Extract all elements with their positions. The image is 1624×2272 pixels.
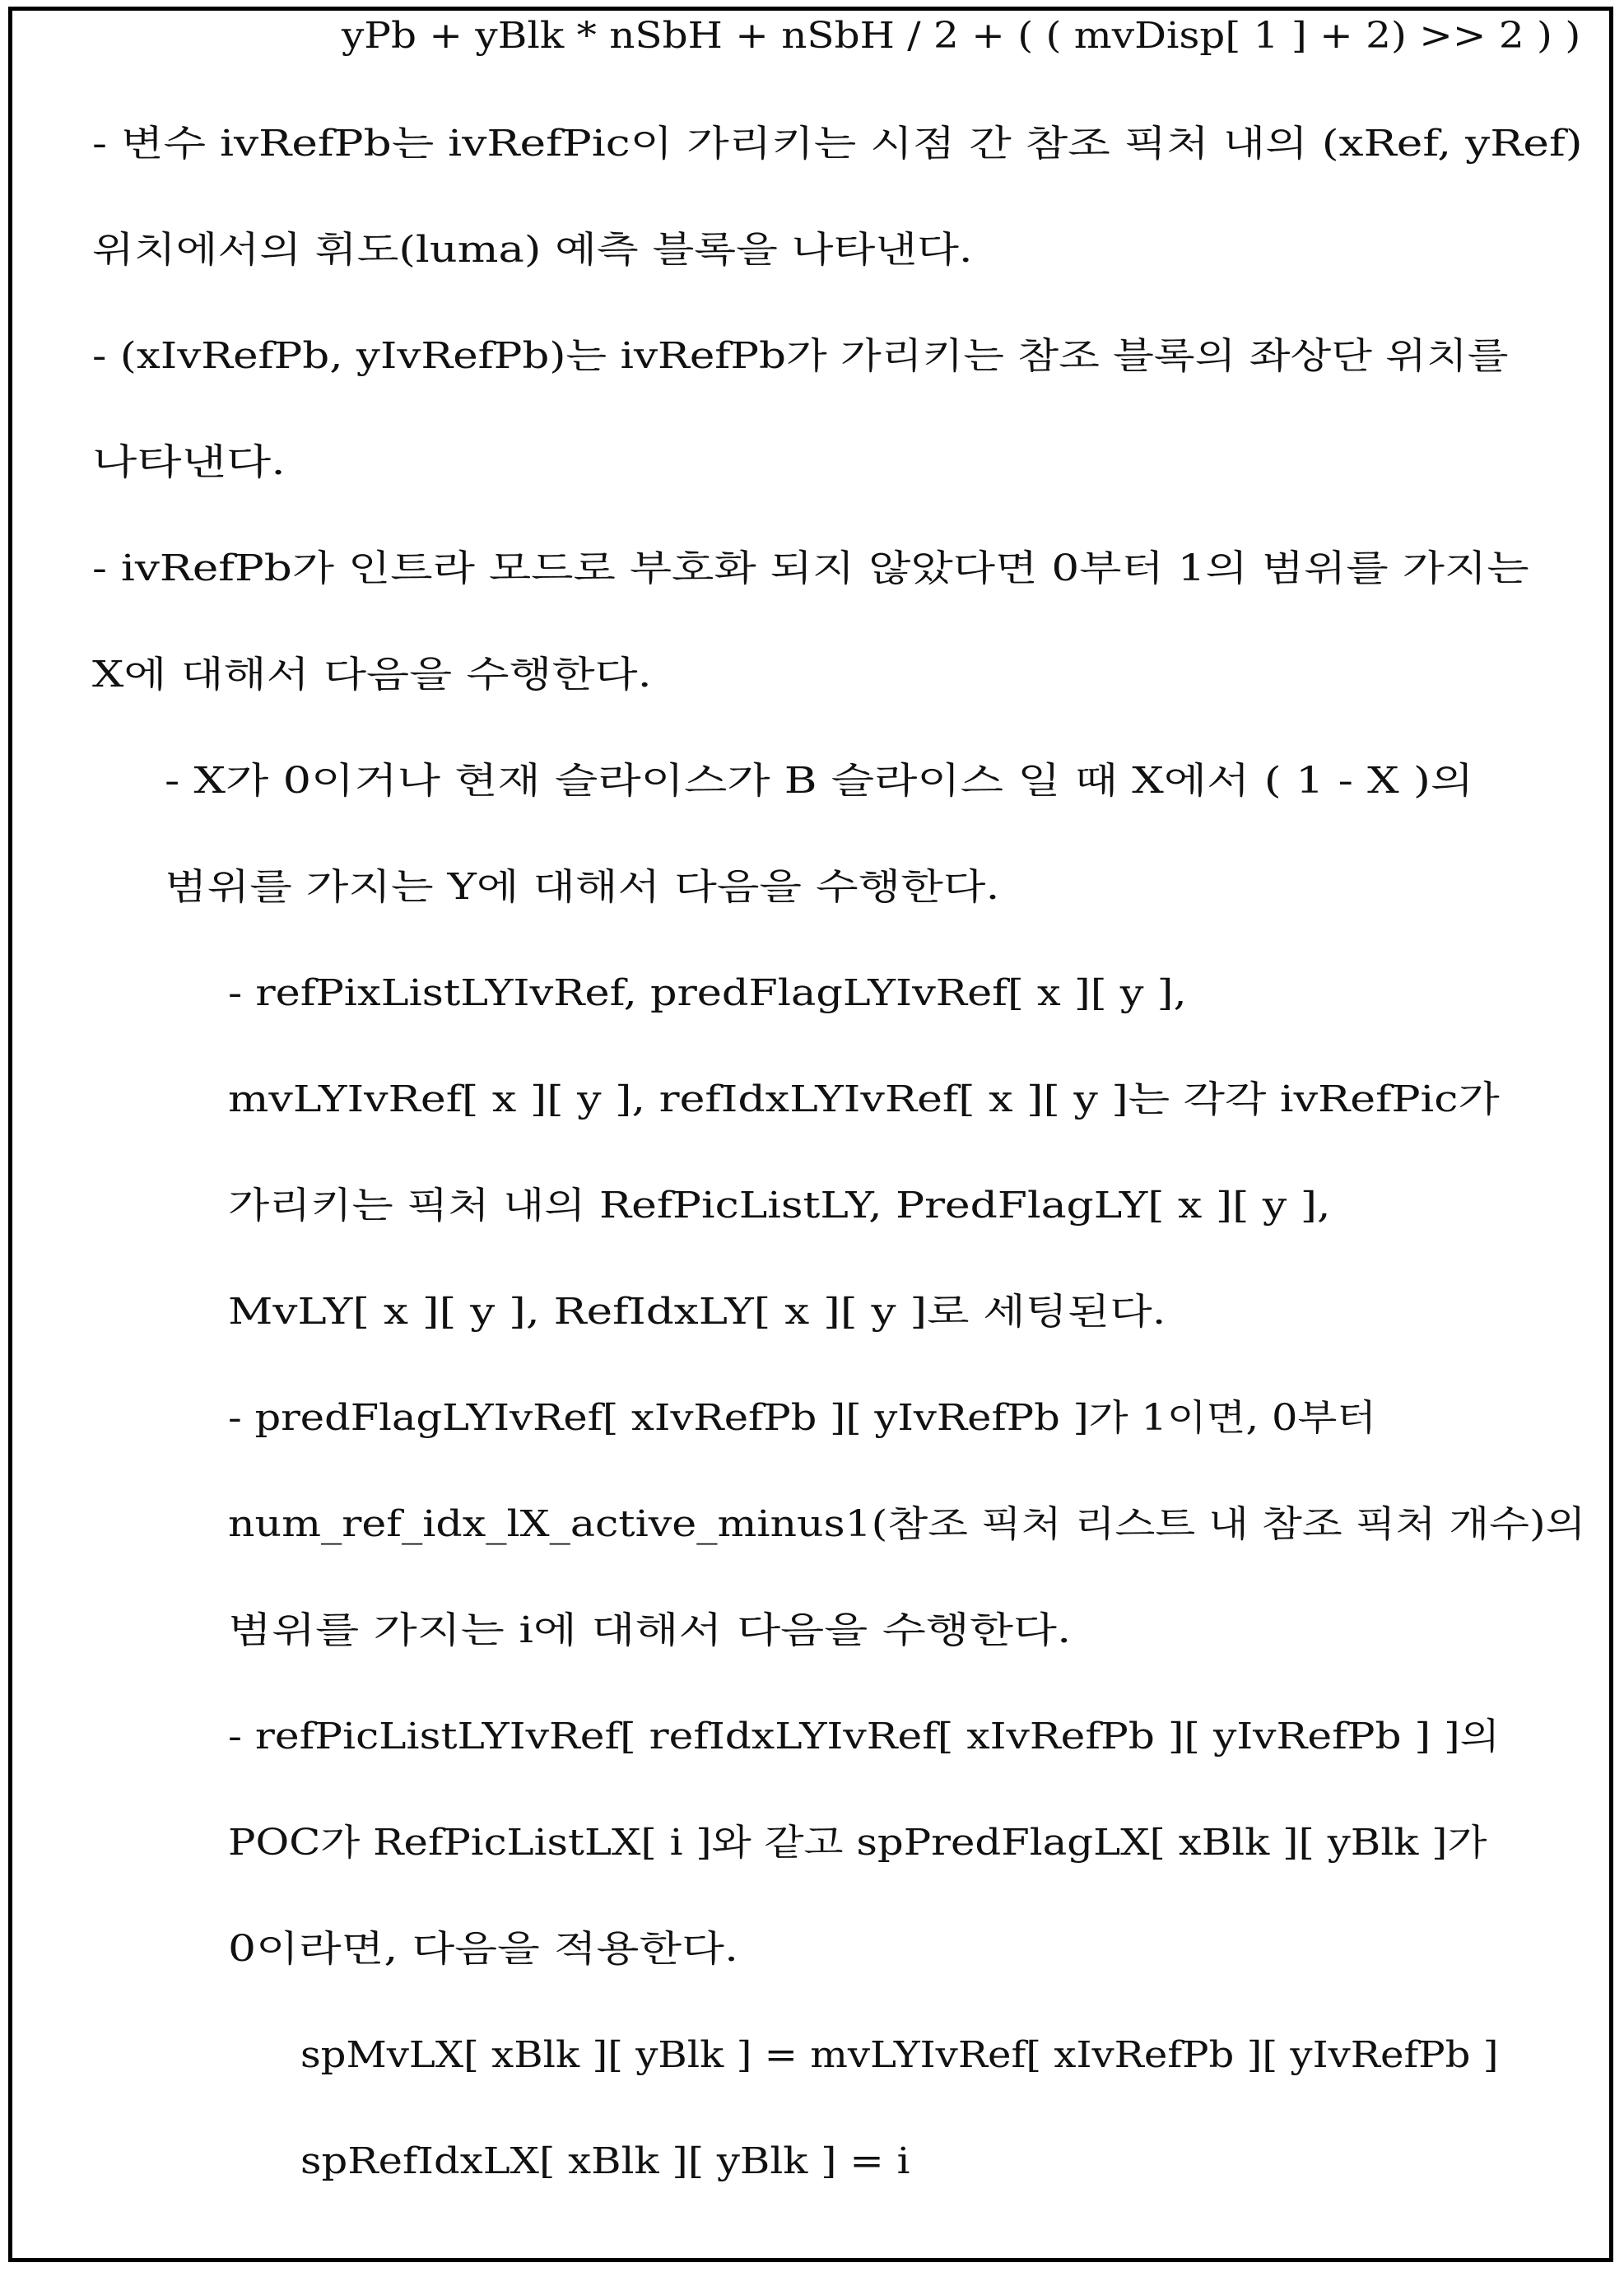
text-line-9: 범위를 가지는 Y에 대해서 다음을 수행한다. <box>165 866 1000 908</box>
text-line-13: MvLY[ x ][ y ], RefIdxLY[ x ][ y ]로 세팅된다. <box>228 1291 1166 1333</box>
text-line-11: mvLYIvRef[ x ][ y ], refIdxLYIvRef[ x ][ y ]는 각각 ivRefPic가 <box>228 1078 1500 1120</box>
text-line-17: - refPicListLYIvRef[ refIdxLYIvRef[ xIvRefPb ][ yIvRefPb ] ]의 <box>228 1716 1501 1758</box>
text-line-18: POC가 RefPicListLX[ i ]와 같고 spPredFlagLX[ xBlk ][ yBlk ]가 <box>228 1822 1487 1864</box>
text-line-10: - refPixListLYIvRef, predFlagLYIvRef[ x ][ y ], <box>228 972 1187 1014</box>
text-line-15: num_ref_idx_lX_active_minus1(참조 픽처 리스트 내 참조 픽처 개수)의 <box>228 1503 1586 1545</box>
text-line-8: - X가 0이거나 현재 슬라이스가 B 슬라이스 일 때 X에서 ( 1 - X )의 <box>165 760 1474 802</box>
text-line-12: 가리키는 픽처 내의 RefPicListLY, PredFlagLY[ x ][ y ], <box>228 1185 1331 1227</box>
text-line-19: 0이라면, 다음을 적용한다. <box>228 1928 738 1970</box>
text-line-4: - (xIvRefPb, yIvRefPb)는 ivRefPb가 가리키는 참조 블록의 좌상단 위치를 <box>92 335 1509 377</box>
text-line-16: 범위를 가지는 i에 대해서 다음을 수행한다. <box>228 1609 1072 1651</box>
text-line-21: spRefIdxLX[ xBlk ][ yBlk ] = i <box>300 2140 910 2182</box>
text-line-20: spMvLX[ xBlk ][ yBlk ] = mvLYIvRef[ xIvRefPb ][ yIvRefPb ] <box>300 2034 1499 2076</box>
text-line-7: X에 대해서 다음을 수행한다. <box>92 654 652 696</box>
text-line-6: - ivRefPb가 인트라 모드로 부호화 되지 않았다면 0부터 1의 범위를 가지는 <box>92 547 1529 589</box>
text-line-5: 나타낸다. <box>92 441 286 483</box>
text-line-2: - 변수 ivRefPb는 ivRefPic이 가리키는 시점 간 참조 픽처 내의 (xRef, yRef) <box>92 123 1583 165</box>
text-line-3: 위치에서의 휘도(luma) 예측 블록을 나타낸다. <box>92 229 973 271</box>
text-line-14: - predFlagLYIvRef[ xIvRefPb ][ yIvRefPb ]가 1이면, 0부터 <box>228 1397 1377 1439</box>
text-line-1: yPb + yBlk * nSbH + nSbH / 2 + ( ( mvDisp[ 1 ] + 2) >> 2 ) ) <box>342 15 1581 57</box>
